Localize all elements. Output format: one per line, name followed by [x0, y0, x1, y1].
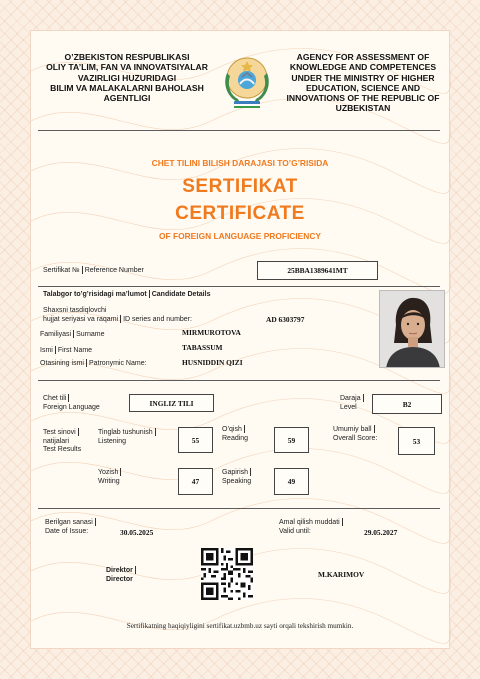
speaking-label [222, 468, 253, 486]
results-label-line3: Test Results [43, 446, 82, 454]
candidate-heading [43, 290, 210, 300]
level-label-uz: Daraja [340, 394, 361, 402]
reading-score-box: 59 [274, 427, 309, 453]
overall-label-uz: Umumiy ball [333, 425, 372, 433]
issue-date-label-uz: Berilgan sanasi [45, 518, 93, 526]
firstname-label [40, 346, 92, 356]
reference-label-en: Reference Number [84, 266, 144, 274]
level-label-en: Level [340, 403, 357, 411]
header-left-block [38, 52, 216, 103]
patronymic-label [40, 359, 147, 369]
listening-label-uz: Tinglab tushunish [98, 428, 153, 436]
reference-label-uz: Sertifikat № [43, 266, 80, 274]
candidate-portrait-icon [380, 291, 445, 368]
patronymic-label-uz: Otasining ismi [40, 359, 84, 367]
header-left-line: O’ZBEKISTON RESPUBLIKASI [64, 52, 190, 62]
issue-date-label-en: Date of Issue: [45, 527, 89, 535]
header-right-line: AGENCY FOR ASSESSMENT OF [296, 52, 430, 62]
valid-until-value: 29.05.2027 [364, 528, 398, 537]
listening-label [98, 428, 158, 446]
title-certificate: CERTIFICATE [175, 203, 305, 224]
writing-label-uz: Yozish [98, 468, 119, 476]
divider-reference [38, 286, 440, 287]
language-label-uz: Chet tili [43, 394, 67, 402]
header-divider [38, 130, 440, 131]
overall-label [333, 425, 377, 443]
listening-score-box: 55 [178, 427, 213, 453]
results-label [43, 428, 81, 455]
patronymic-label-en: Patronymic Name: [88, 359, 147, 367]
writing-score-box: 47 [178, 468, 213, 495]
writing-label [98, 468, 123, 486]
doc-label-en: ID series and number: [123, 315, 192, 323]
doc-label-uz: hujjat seriyasi va raqami [43, 315, 119, 323]
firstname-label-en: First Name [57, 346, 93, 354]
state-emblem-icon [218, 51, 276, 113]
header-right-line: EDUCATION, SCIENCE AND [305, 82, 421, 93]
director-label [106, 566, 138, 584]
language-label [43, 394, 100, 412]
header-left-line: AGENTLIGI [103, 93, 151, 104]
header-left-line: OLIY TA’LIM, FAN VA INNOVATSIYALAR [46, 62, 208, 73]
title-sertifikat: SERTIFIKAT [182, 176, 298, 197]
level-label [340, 394, 366, 412]
reference-number-box: 25BBA1389641MT [257, 261, 378, 280]
doc-label-line2 [43, 315, 192, 325]
reading-label-en: Reading [222, 434, 249, 442]
qr-code-icon[interactable] [201, 548, 253, 600]
language-label-en: Foreign Language [43, 403, 100, 411]
writing-label-en: Writing [98, 477, 120, 485]
surname-label-uz: Familiyasi [40, 330, 72, 338]
language-value-box: INGLIZ TILI [129, 394, 214, 412]
candidate-heading-uz: Talabgor to’g’risidagi ma’lumot [43, 290, 147, 298]
director-name: M.KARIMOV [318, 570, 365, 579]
valid-until-label-uz: Amal qilish muddati [279, 518, 340, 526]
listening-label-en: Listening [98, 437, 127, 445]
speaking-label-uz: Gapirish [222, 468, 249, 476]
header-left-line: VAZIRLIGI HUZURIDAGI [77, 72, 177, 83]
surname-label [40, 330, 105, 340]
footer-verification-text: Sertifikatning haqiqiyligini sertifikat.uzbmb.uz sayti orqali tekshirish mumkin. [126, 622, 354, 630]
surname-value: MIRMUROTOVA [182, 328, 241, 337]
director-label-uz: Direktor [106, 566, 133, 574]
header-right-line: KNOWLEDGE AND COMPETENCES [289, 62, 437, 73]
director-label-en: Director [106, 575, 133, 583]
results-label-line2: natijalari [43, 437, 70, 445]
header-right-line: INNOVATIONS OF THE REPUBLIC OF [286, 93, 440, 104]
firstname-value: TABASSUM [182, 343, 223, 352]
issue-date-label [45, 518, 98, 536]
header-right-line: UZBEKISTAN [335, 103, 391, 114]
speaking-score-box: 49 [274, 468, 309, 495]
header-right-block [278, 52, 448, 114]
divider-results [38, 508, 440, 509]
header-left-line: BILIM VA MALAKALARNI BAHOLASH [50, 82, 204, 93]
overall-label-en: Overall Score: [333, 434, 378, 442]
patronymic-value: HUSNIDDIN QIZI [182, 358, 243, 367]
valid-until-label [279, 518, 345, 536]
doc-label-line1: Shaxsni tasdiqlovchi [43, 307, 107, 314]
issue-date-value: 30.05.2025 [120, 528, 154, 537]
reading-label [222, 425, 248, 443]
header-right-line: UNDER THE MINISTRY OF HIGHER [291, 72, 435, 83]
firstname-label-uz: Ismi [40, 346, 53, 354]
results-label-line1: Test sinovi [43, 428, 76, 436]
reference-label [43, 266, 144, 276]
divider-candidate [38, 380, 440, 381]
subtitle-english: OF FOREIGN LANGUAGE PROFICIENCY [159, 231, 321, 241]
speaking-label-en: Speaking [222, 477, 252, 485]
candidate-heading-en: Candidate Details [151, 290, 211, 298]
overall-score-box: 53 [398, 427, 435, 455]
level-value-box: B2 [372, 394, 442, 414]
candidate-photo [379, 290, 445, 368]
surname-label-en: Surname [76, 330, 105, 338]
valid-until-label-en: Valid until: [279, 527, 311, 535]
doc-number-value: AD 6303797 [266, 315, 305, 324]
reading-label-uz: O’qish [222, 425, 242, 433]
subtitle-uzbek: CHET TILINI BILISH DARAJASI TO’G’RISIDA [151, 158, 329, 168]
